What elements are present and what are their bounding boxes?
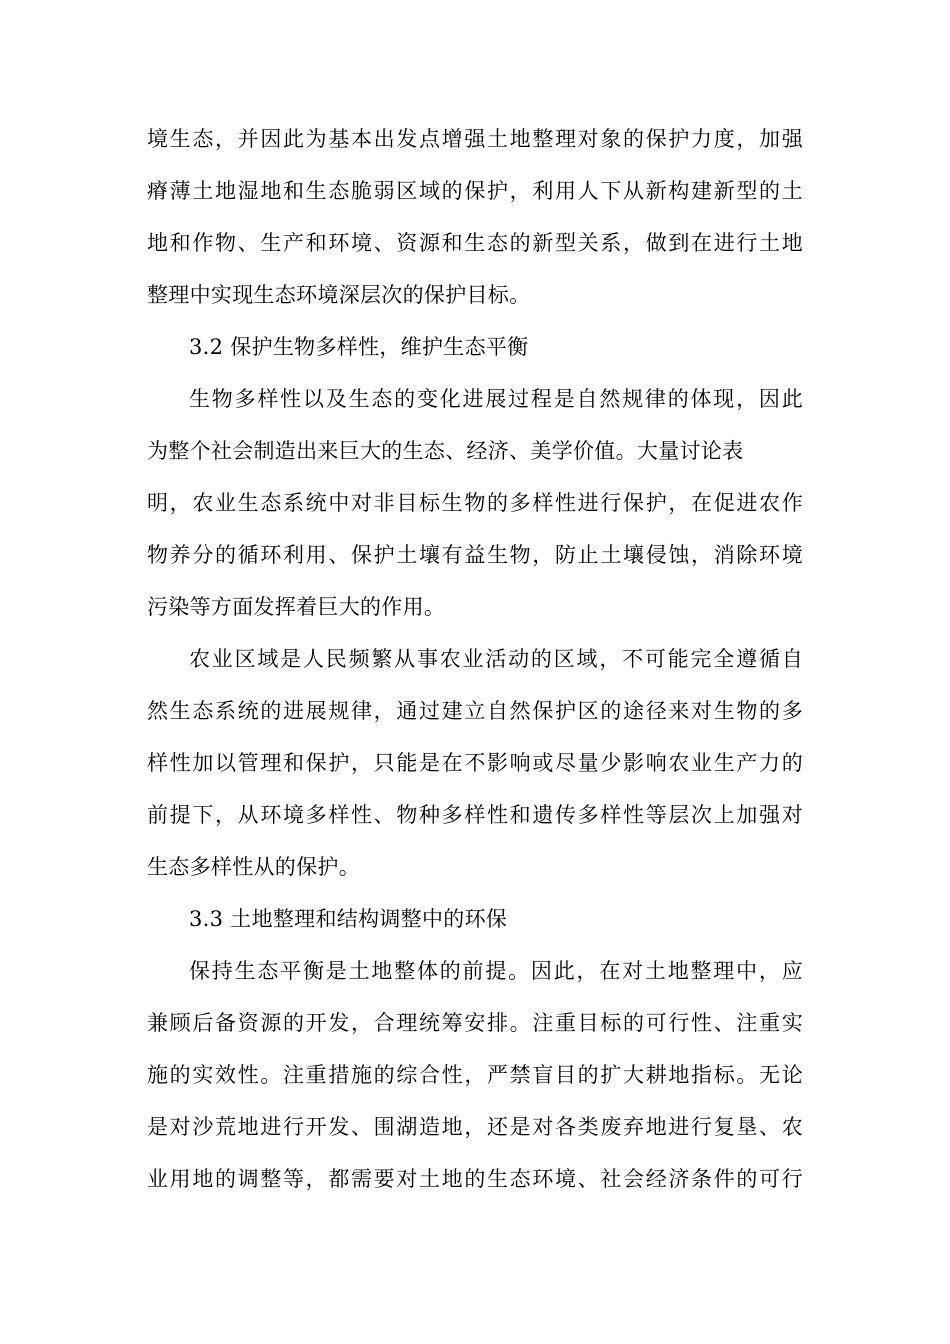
body-text [147, 113, 803, 1205]
paragraph-line: 前提下，从环境多样性、物种多样性和遗传多样性等层次上加强对 [147, 803, 803, 827]
paragraph-line: 瘠薄土地湿地和生态脆弱区域的保护，利用人下从新构建新型的土 [147, 179, 803, 203]
paragraph-line: 生物多样性以及生态的变化进展过程是自然规律的体现，因此 [189, 387, 803, 411]
paragraph-line: 明，农业生态系统中对非目标生物的多样性进行保护，在促进农作 [147, 491, 803, 515]
section-heading-3-3: 3.3 土地整理和结构调整中的环保 [189, 907, 508, 931]
paragraph-line: 生态多样性从的保护。 [147, 855, 360, 879]
paragraph-line: 样性加以管理和保护，只能是在不影响或尽量少影响农业生产力的 [147, 751, 803, 775]
paragraph-line: 物养分的循环利用、保护土壤有益生物，防止土壤侵蚀，消除环境 [147, 543, 803, 567]
paragraph-line: 整理中实现生态环境深层次的保护目标。 [147, 283, 531, 307]
paragraph-line: 境生态，并因此为基本出发点增强土地整理对象的保护力度，加强 [147, 127, 803, 151]
paragraph-line: 农业区域是人民频繁从事农业活动的区域，不可能完全遵循自 [189, 647, 803, 671]
paragraph-line: 业用地的调整等，都需要对土地的生态环境、社会经济条件的可行 [147, 1167, 803, 1191]
paragraph-line: 保持生态平衡是土地整体的前提。因此，在对土地整理中，应 [189, 959, 803, 983]
paragraph-line: 施的实效性。注重措施的综合性，严禁盲目的扩大耕地指标。无论 [147, 1063, 803, 1087]
paragraph-line: 地和作物、生产和环境、资源和生态的新型关系，做到在进行土地 [147, 231, 803, 255]
paragraph-line: 是对沙荒地进行开发、围湖造地，还是对各类废弃地进行复垦、农 [147, 1115, 803, 1139]
paragraph-line: 兼顾后备资源的开发，合理统筹安排。注重目标的可行性、注重实 [147, 1011, 803, 1035]
paragraph-line: 污染等方面发挥着巨大的作用。 [147, 595, 446, 619]
paragraph-line: 为整个社会制造出来巨大的生态、经济、美学价值。大量讨论表 [147, 439, 744, 463]
section-heading-3-2: 3.2 保护生物多样性，维护生态平衡 [189, 335, 529, 359]
paragraph-line: 然生态系统的进展规律，通过建立自然保护区的途径来对生物的多 [147, 699, 803, 723]
